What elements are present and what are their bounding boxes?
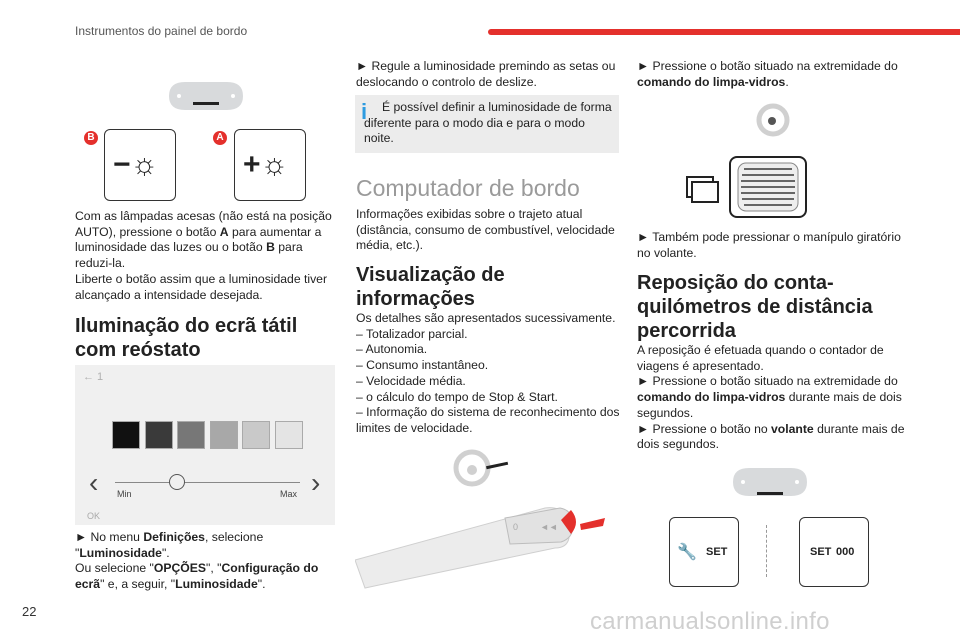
heading-trip-reset: Reposição do conta-quilómetros de distância percorrida — [637, 272, 873, 342]
list-item: – Autonomia. — [356, 342, 428, 357]
back-label: ← 1 — [83, 371, 104, 383]
minus-brightness-icon: −☼ — [113, 148, 159, 181]
wrench-icon: 🔧 — [677, 544, 697, 561]
brightness-swatch — [242, 421, 270, 449]
section-title: Instrumentos do painel de bordo — [75, 24, 248, 38]
steering-wheel-hub-icon — [163, 76, 249, 116]
header-accent-bar — [488, 29, 960, 35]
info-text: É possível definir a luminosidade de forma diferente para o modo dia e para o modo noite. — [364, 100, 612, 146]
regulate-instruction: ► Regule a luminosidade premindo as setas ou deslocando o controlo de deslize. — [356, 59, 616, 89]
list-item: – Totalizador parcial. — [356, 326, 468, 341]
svg-text:0: 0 — [513, 522, 519, 532]
brightness-swatch — [275, 421, 303, 449]
slider-min-label: Min — [117, 489, 132, 499]
watermark: carmanualsonline.info — [590, 608, 830, 635]
brighten-button-a — [234, 129, 306, 201]
info-icon: i — [361, 99, 368, 124]
slider-max-label: Max — [280, 489, 298, 499]
ok-label: OK — [87, 511, 101, 521]
list-item: – Velocidade média. — [356, 373, 466, 388]
brightness-swatch — [177, 421, 205, 449]
slider-left-arrow-icon: ‹ — [89, 467, 99, 498]
wiper-stalk-illustration — [355, 498, 615, 598]
set-display-button — [799, 517, 869, 587]
brightness-swatch — [112, 421, 140, 449]
trip-computer-intro: Informações exibidas sobre o trajeto atual (distância, consumo de combustível, velocidade média, etc.). — [356, 207, 615, 253]
screens-stack-icon — [686, 176, 720, 204]
thumbwheel-instruction: ► Também pode pressionar o manípulo giratório no volante. — [637, 230, 901, 260]
marker-b: B — [84, 131, 98, 145]
set-label: SET — [706, 546, 728, 558]
page-number: 22 — [22, 604, 37, 619]
heading-trip-computer: Computador de bordo — [356, 175, 580, 201]
details-list: Os detalhes são apresentados sucessivamente. – Totalizador parcial. – Autonomia. – Consumo instantâneo. – Velocidade média. – o cálculo do tempo de Stop & Start. – Informação do sistema de reconhecimento dos limites de velocidade. — [356, 311, 620, 435]
list-item: – Informação do sistema de reconhecimento dos limites de velocidade. — [356, 405, 620, 435]
list-item: – Consumo instantâneo. — [356, 358, 489, 373]
plus-brightness-icon: +☼ — [243, 148, 289, 181]
reset-instructions: A reposição é efetuada quando o contador de viagens é apresentado. ► Pressione o botão situado na extremidade do comando do limpa-vidros durante mais de dois segundos. ► Pressione o botão no volante durante mais de dois segundos. — [637, 343, 905, 452]
info-box — [355, 95, 619, 153]
svg-text:◄◄: ◄◄ — [540, 522, 558, 532]
set-wrench-button — [669, 517, 739, 587]
brightness-instructions: Com as lâmpadas acesas (não está na posição AUTO), pressione o botão A para aumentar a luminosidade das luzes ou o botão B para reduzi-la. Liberte o botão assim que a luminosidade tiver alcançado a intensidade desejada. — [75, 209, 332, 302]
brightness-screen-illustration — [75, 365, 335, 525]
steering-wheel-icon — [450, 448, 512, 488]
slider-right-arrow-icon: › — [311, 467, 321, 498]
brightness-swatch — [145, 421, 173, 449]
steering-wheel-small-icon — [755, 102, 791, 138]
dim-button-b — [104, 129, 176, 201]
steering-wheel-hub-icon-2 — [727, 462, 813, 502]
divider — [766, 525, 768, 577]
slider-track — [115, 482, 300, 483]
heading-touchscreen-rheostat: Iluminação do ecrã tátil com reóstato — [75, 315, 298, 361]
set-value: 000 — [836, 546, 855, 558]
menu-instructions: ► No menu Definições, selecione "Luminosidade". Ou selecione "OPÇÕES", "Configuração do ecrã" e, a seguir, "Luminosidade". — [75, 530, 319, 592]
thumbwheel-icon — [728, 155, 808, 219]
list-item: – o cálculo do tempo de Stop & Start. — [356, 389, 558, 404]
brightness-swatch — [210, 421, 238, 449]
marker-a: A — [213, 131, 227, 145]
wiper-press-instruction: ► Pressione o botão situado na extremidade do comando do limpa-vidros. — [637, 59, 898, 89]
heading-display-info: Visualização de informações — [356, 264, 505, 310]
slider-knob — [169, 474, 185, 490]
set-label-2: SET — [810, 546, 832, 558]
